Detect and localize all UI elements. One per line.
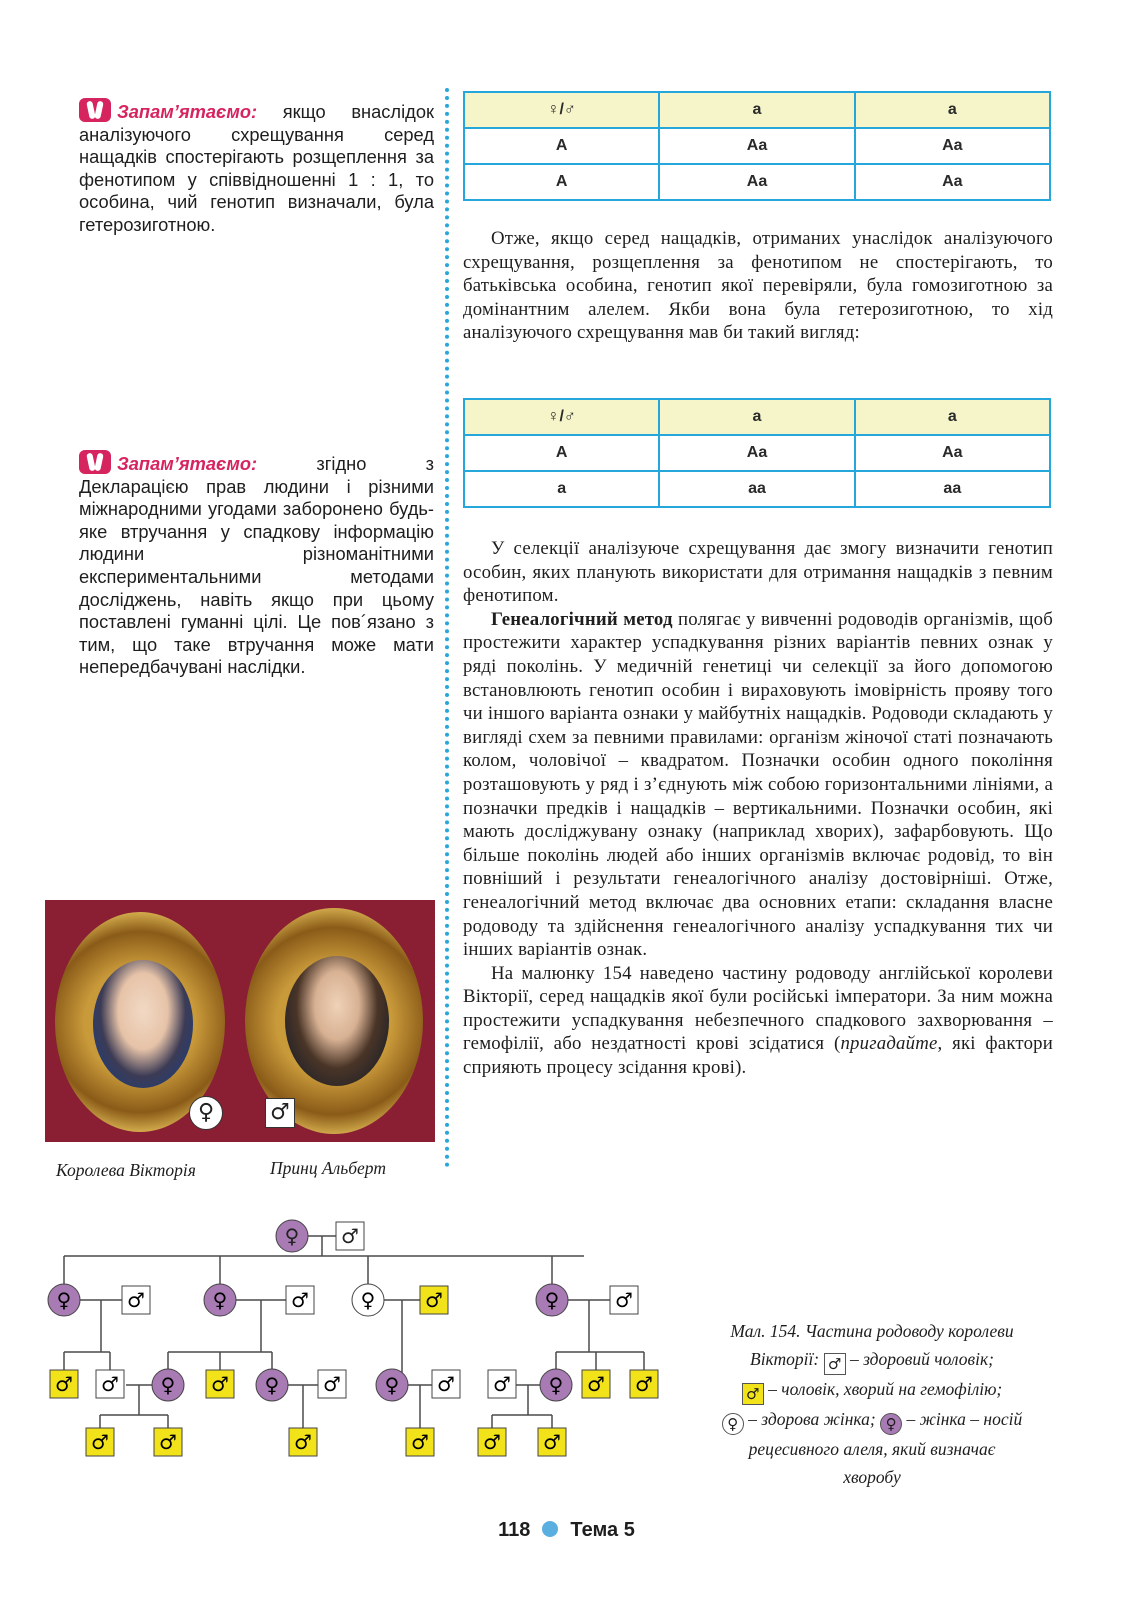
- caption-line: [672, 1405, 1072, 1435]
- portraits-image: [45, 900, 435, 1142]
- table-cell: Aa: [855, 435, 1050, 471]
- paragraph-3: [463, 608, 1053, 962]
- svg-text:♂: ♂: [411, 1430, 429, 1454]
- svg-text:♂: ♂: [127, 1288, 145, 1312]
- remember-icon: [79, 450, 111, 474]
- table-cell: A: [464, 128, 659, 164]
- svg-text:♀: ♀: [264, 1373, 280, 1397]
- svg-text:♂: ♂: [323, 1372, 341, 1396]
- female-symbol-icon: ♀: [189, 1096, 223, 1130]
- caption-text: Вікторії:: [750, 1349, 820, 1369]
- healthy-female-icon: ♀: [722, 1413, 744, 1435]
- pedigree-chart: [0, 1200, 680, 1500]
- svg-text:♀: ♀: [360, 1288, 376, 1312]
- svg-text:♂: ♂: [101, 1372, 119, 1396]
- table-cell: aa: [659, 471, 854, 507]
- emphasis-text: пригадайте: [840, 1033, 938, 1055]
- note-text: згідно з Декларацією прав людини і різними міжнародними угодами заборонено будь-яке втручання у спадкову інформацію людини різноманітними експериментальними методами досліджень, навіть якщо при цьому поставлені гуманні цілі. Це пов´язано з тим, що таке втручання може мати непередбачувані наслідки.: [79, 453, 434, 678]
- table-cell: Aa: [855, 164, 1050, 200]
- paragraph-1: [463, 227, 1053, 345]
- caption-line: [672, 1345, 1072, 1375]
- term-genealogical-method: Генеалогічний метод: [491, 608, 673, 630]
- topic-label: Тема 5: [570, 1519, 635, 1541]
- caption-prince-albert: Принц Альберт: [270, 1158, 386, 1178]
- table-header-row: [464, 399, 1050, 435]
- table-cell: a: [855, 92, 1050, 128]
- caption-line: [672, 1375, 1072, 1405]
- figure-caption: [672, 1317, 1072, 1491]
- table-row: [464, 435, 1050, 471]
- table-cell: Aa: [659, 435, 854, 471]
- male-symbol-icon: ♂: [265, 1098, 295, 1128]
- queen-victoria-portrait: [93, 960, 193, 1088]
- paragraph-2: У селекції аналізуюче схрещування дає змогу визначити генотип особин, яких планують використати для отримання нащадків з певним фенотипом.: [463, 538, 1053, 607]
- table-cell: ♀/♂: [464, 92, 659, 128]
- healthy-male-icon: ♂: [824, 1353, 846, 1375]
- svg-text:♂: ♂: [159, 1430, 177, 1454]
- table-cell: ♀/♂: [464, 399, 659, 435]
- note-title: Запам’ятаємо:: [117, 101, 258, 122]
- table-cell: Aa: [659, 164, 854, 200]
- caption-text: – здоровий чоловік;: [849, 1349, 994, 1369]
- svg-text:♀: ♀: [544, 1288, 560, 1312]
- svg-text:♀: ♀: [384, 1373, 400, 1397]
- table-cell: Aa: [855, 128, 1050, 164]
- caption-queen-victoria: Королева Вікторія: [56, 1160, 196, 1180]
- table-row: [464, 471, 1050, 507]
- table-cell: a: [855, 399, 1050, 435]
- table-cell: A: [464, 164, 659, 200]
- svg-text:♀: ♀: [56, 1288, 72, 1312]
- page-number: 118: [498, 1519, 531, 1541]
- table-cell: a: [464, 471, 659, 507]
- prince-albert-portrait: [285, 956, 389, 1086]
- caption-text: – чоловік, хворий на гемофілію;: [768, 1379, 1003, 1399]
- note-remember-1: [79, 98, 434, 237]
- svg-text:♂: ♂: [291, 1288, 309, 1312]
- svg-text:♂: ♂: [493, 1372, 511, 1396]
- svg-text:♂: ♂: [437, 1372, 455, 1396]
- svg-text:♂: ♂: [55, 1372, 73, 1396]
- table-cell: a: [659, 399, 854, 435]
- paragraph-text: На малюнку 154 наведено частину родоводу англійської королеви Вікторії, серед нащадків якої були російські імператори. За ним можна простежити успадкування небезпечного спадкового захворювання – гемофілії, або нездатності крові зсідатися (: [463, 962, 1053, 1055]
- svg-text:♂: ♂: [294, 1430, 312, 1454]
- paragraph-4: [463, 962, 1053, 1080]
- punnett-table-2: [463, 398, 1051, 508]
- svg-text:♀: ♀: [548, 1373, 564, 1397]
- caption-line: рецесивного алеля, який визначає: [748, 1439, 996, 1459]
- svg-text:♂: ♂: [341, 1224, 359, 1248]
- caption-line: Мал. 154. Частина родоводу королеви: [730, 1321, 1014, 1341]
- bullet-dot-icon: [542, 1521, 558, 1537]
- note-text: якщо внаслідок аналізуючого схрещування серед нащадків спостерігають розщеплення за фенотипом у співвідношенні 1 : 1, то особина, чий генотип визначали, була гетерозиготною.: [79, 101, 434, 235]
- paragraph-text: , які фактори сприяють процесу зсідання крові).: [463, 1033, 1054, 1079]
- note-title: Запам’ятаємо:: [117, 453, 258, 474]
- page-footer: [0, 1519, 1133, 1542]
- svg-text:♂: ♂: [635, 1372, 653, 1396]
- table-cell: Aa: [659, 128, 854, 164]
- column-divider: [445, 88, 449, 1168]
- table-cell: A: [464, 435, 659, 471]
- svg-text:♂: ♂: [615, 1288, 633, 1312]
- svg-text:♂: ♂: [425, 1288, 443, 1312]
- svg-text:♂: ♂: [483, 1430, 501, 1454]
- table-header-row: [464, 92, 1050, 128]
- svg-text:♀: ♀: [160, 1373, 176, 1397]
- svg-text:♂: ♂: [587, 1372, 605, 1396]
- caption-text: – здорова жінка;: [748, 1409, 876, 1429]
- svg-text:♂: ♂: [91, 1430, 109, 1454]
- affected-male-icon: ♂: [742, 1383, 764, 1405]
- paragraph-text: полягає у вивченні родоводів організмів, щоб простежити характер успадкування різних варіантів певних ознак у ряді поколінь. У медичній генетиці чи селекції за його допомогою встановлюють генотип особин і вираховують імовірність прояву того чи іншого варіанта ознаки у майбутніх нащадків. Родоводи складають у вигляді схем за певними правилами: організм жіночої статі позначають колом, чоловічої – квадратом. Позначки особин одного покоління розташовують у ряд і з’єднують між собою горизонтальними лініями, а позначки предків і нащадків – вертикальними. Позначки особин, які мають досліджувану ознаку (наприклад хворих), зафарбовують. Що більше поколінь людей або інших організмів включає родовід, то він повніший і результати генеалогічного аналізу достовірніші. Отже, генеалогічний метод включає два основних етапи: складання власне родоводу та здійснення генеалогічного аналізу успадкування тих чи інших варіантів ознак.: [463, 608, 1054, 961]
- caption-line: хворобу: [843, 1467, 901, 1487]
- punnett-table-1: [463, 91, 1051, 201]
- svg-text:♂: ♂: [211, 1372, 229, 1396]
- table-row: [464, 128, 1050, 164]
- paragraph-text: Отже, якщо серед нащадків, отриманих унаслідок аналізуючого схрещування, розщеплення за фенотипом не спостерігають, то батьківська особина, генотип якої перевіряли, була гомозиготною за домінантним алелем. Якби вона була гетерозиготною, то хід аналізуючого схрещування мав би такий вигляд:: [463, 228, 1053, 344]
- note-remember-2: [79, 450, 434, 679]
- svg-text:♂: ♂: [543, 1430, 561, 1454]
- paragraph-body: [463, 537, 1053, 1080]
- table-cell: aa: [855, 471, 1050, 507]
- svg-text:♀: ♀: [284, 1224, 300, 1248]
- table-row: [464, 164, 1050, 200]
- table-cell: a: [659, 92, 854, 128]
- caption-text: – жінка – носій: [906, 1409, 1023, 1429]
- carrier-female-icon: ♀: [880, 1413, 902, 1435]
- remember-icon: [79, 98, 111, 122]
- svg-text:♀: ♀: [212, 1288, 228, 1312]
